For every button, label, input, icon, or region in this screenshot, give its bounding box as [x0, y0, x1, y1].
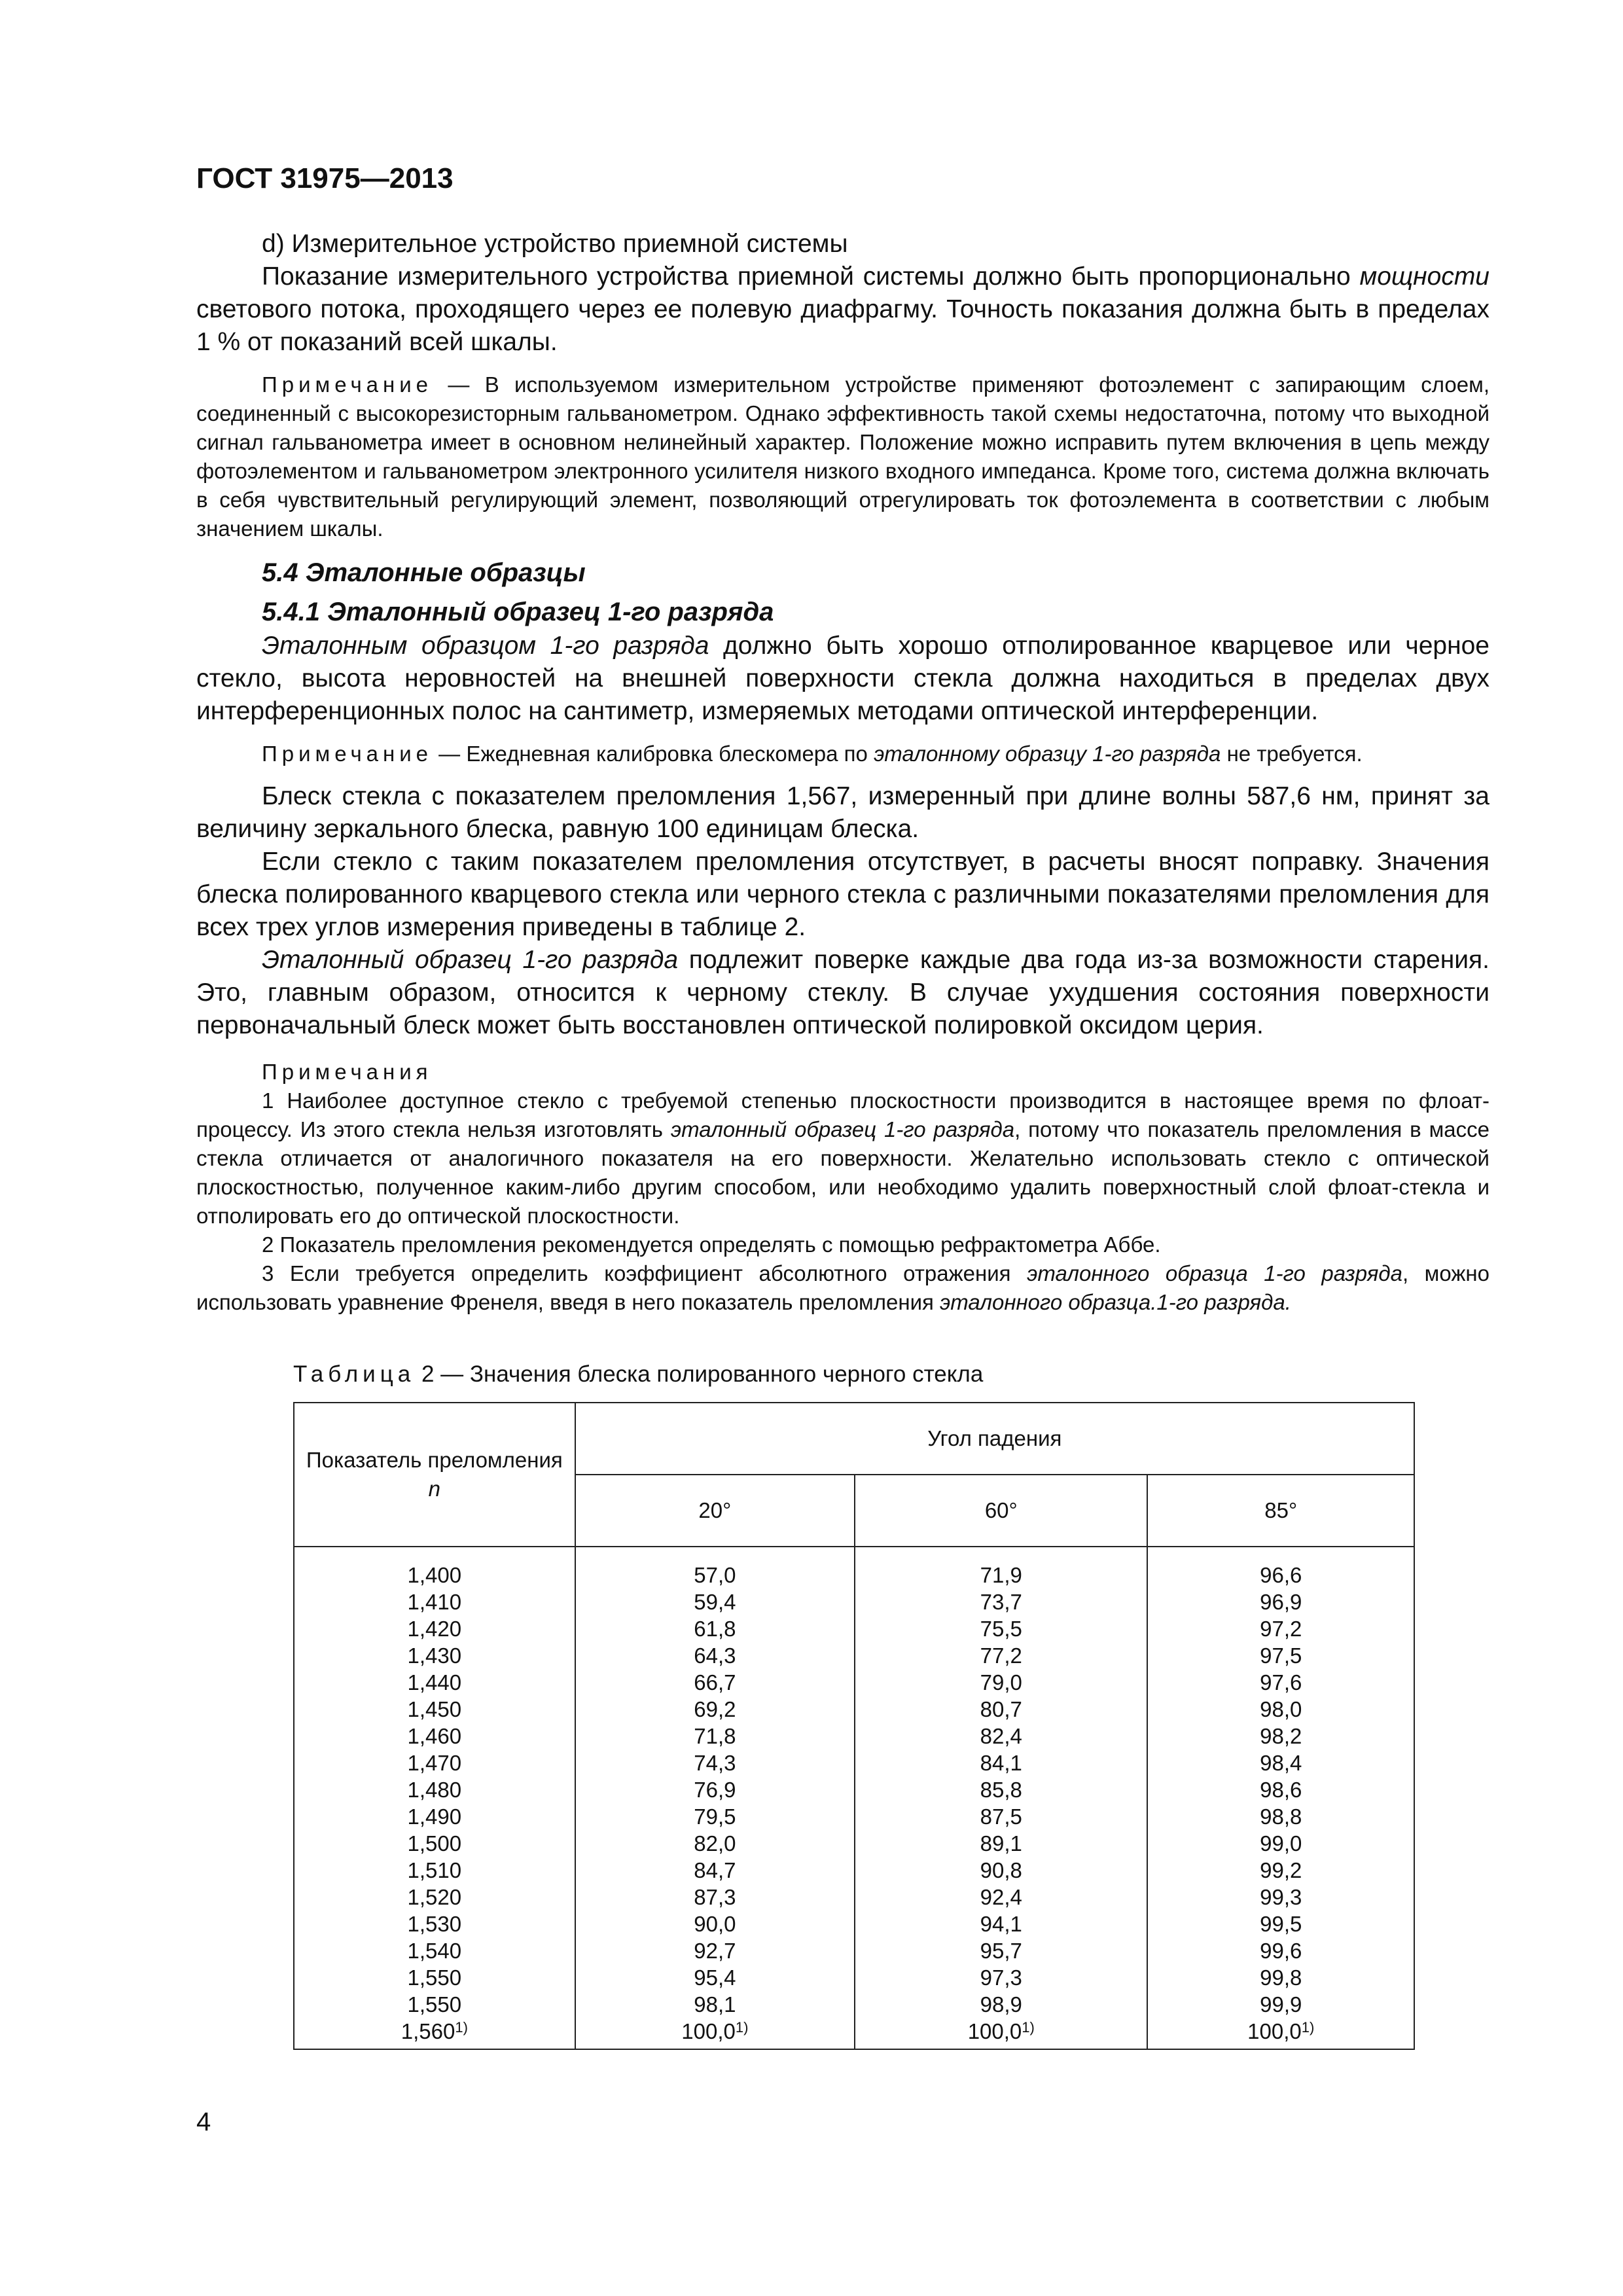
table-cell: 98,2 [1260, 1724, 1302, 1748]
col-header-variable: n [428, 1477, 440, 1501]
note-label: Примечание [262, 372, 433, 397]
table-cell: 80,7 [980, 1697, 1022, 1721]
table-cell: 90,0 [694, 1912, 736, 1936]
table-cell: 1,520 [407, 1885, 462, 1909]
table-cell: 71,8 [694, 1724, 736, 1748]
table-cell: 1,530 [407, 1912, 462, 1936]
footnote-mark: 1) [1022, 2019, 1035, 2036]
col-header-text: Показатель преломления [306, 1448, 563, 1472]
table-caption-label: Таблица [293, 1361, 416, 1387]
emphasis-text: эталонного образца.1-го разряда. [940, 1290, 1291, 1314]
table-cell: 71,9 [980, 1563, 1022, 1587]
text-run: не требуется. [1221, 742, 1363, 766]
paragraph-2: Блеск стекла с показателем преломления 1,567, измеренный при длине волны 587,6 нм, принят за величину зеркального блеска, равную 100 единицам блеска. [196, 782, 1489, 843]
section-title: 5.4 Эталонные образцы [262, 558, 586, 587]
table-col-85 [1147, 1547, 1414, 2049]
table-cell-last [1154, 2018, 1407, 2045]
table-cell-value: 100,0 [681, 2019, 736, 2043]
table-col-20 [575, 1547, 855, 2049]
table-cell: 1,450 [407, 1697, 462, 1721]
table-cell: 76,9 [694, 1778, 736, 1802]
table-cell: 97,6 [1260, 1670, 1302, 1695]
note-label: Примечание [262, 742, 433, 766]
emphasis-text: эталонный образец 1-го разряда [670, 1117, 1015, 1141]
emphasis-text: Эталонным образцом 1-го разряда [262, 632, 709, 660]
table-col-index [294, 1547, 575, 2049]
table-cell: 1,420 [407, 1617, 462, 1641]
table-cell: 87,5 [980, 1804, 1022, 1829]
col-header-angle: Угол падения [575, 1403, 1414, 1475]
table-cell: 98,4 [1260, 1751, 1302, 1775]
section-5-4 [196, 555, 1489, 1042]
emphasis-text: Эталонный образец 1-го разряда [262, 946, 679, 974]
table-col-60 [855, 1547, 1147, 2049]
note-3 [196, 1259, 1489, 1317]
table-cell: 98,1 [694, 1992, 736, 2017]
table-cell-last [582, 2018, 847, 2045]
table-cell: 82,0 [694, 1831, 736, 1856]
table-cell: 84,1 [980, 1751, 1022, 1775]
emphasis-text: мощности [1359, 262, 1489, 291]
table-cell: 75,5 [980, 1617, 1022, 1641]
subsection-title: 5.4.1 Эталонный образец 1-го разряда [262, 598, 774, 626]
table-cell: 90,8 [980, 1858, 1022, 1882]
emphasis-text: эталонному образцу 1-го разряда [874, 742, 1221, 766]
table-cell: 99,3 [1260, 1885, 1302, 1909]
table-cell: 59,4 [694, 1590, 736, 1614]
table-cell: 99,2 [1260, 1858, 1302, 1882]
table-cell: 95,4 [694, 1965, 736, 1990]
table-cell: 73,7 [980, 1590, 1022, 1614]
table-cell: 1,470 [407, 1751, 462, 1775]
table-cell: 98,9 [980, 1992, 1022, 2017]
table-cell: 85,8 [980, 1778, 1022, 1802]
note-2: 2 Показатель преломления рекомендуется определять с помощью рефрактометра Аббе. [262, 1232, 1161, 1257]
table-cell: 69,2 [694, 1697, 736, 1721]
table-cell: 77,2 [980, 1643, 1022, 1668]
table-cell: 79,5 [694, 1804, 736, 1829]
table-cell: 99,0 [1260, 1831, 1302, 1856]
table-cell: 1,550 [407, 1992, 462, 2017]
note-paragraph [196, 740, 1489, 768]
table-cell: 1,510 [407, 1858, 462, 1882]
emphasis-text: эталонного образца 1-го разряда [1027, 1261, 1402, 1285]
col-header-angle-20: 20° [575, 1475, 855, 1547]
table-cell: 1,460 [407, 1724, 462, 1748]
table-cell: 1,430 [407, 1643, 462, 1668]
table-cell: 97,3 [980, 1965, 1022, 1990]
gloss-values-table [293, 1402, 1415, 2050]
table-cell-value: 100,0 [1247, 2019, 1302, 2043]
text-run: , можно использовать уравнение Френеля, введя в него показатель преломления [196, 1261, 1489, 1314]
table-cell: 98,6 [1260, 1778, 1302, 1802]
note-text: — В используемом измерительном устройстве применяют фотоэлемент с запирающим слоем, соединенный с высокорезисторным гальванометром. Однако эффективность такой схемы недостаточна, потому что выходной сигнал гальванометра имеет в основном нелинейный характер. Положение можно исправить путем включения в цепь между фотоэлементом и гальванометром электронного усилителя низкого входного импеданса. Кроме того, система должна включать в себя чувствительный регулирующий элемент, позволяющий отрегулировать ток фотоэлемента в соответствии с любым значением шкалы. [196, 372, 1489, 541]
table-cell: 79,0 [980, 1670, 1022, 1695]
table-cell-value: 100,0 [967, 2019, 1022, 2043]
footnote-mark: 1) [735, 2019, 749, 2036]
table-caption-text: 2 — Значения блеска полированного черного стекла [415, 1361, 984, 1387]
table-cell: 97,5 [1260, 1643, 1302, 1668]
paragraph-1 [196, 630, 1489, 728]
text-run: , потому что показатель преломления в массе стекла отличается от аналогичного показателя на его поверхности. Желательно использовать стекло с оптической плоскостностью, полученное каким-либо другим способом, или необходимо удалить поверхностный слой флоат-стекла и отполировать его до оптической плоскостности. [196, 1117, 1490, 1228]
section-d-paragraph [196, 260, 1489, 359]
table-cell: 99,5 [1260, 1912, 1302, 1936]
paragraph-4 [196, 944, 1489, 1042]
footnote-mark: 1) [1301, 2019, 1315, 2036]
notes-label: Примечания [262, 1060, 433, 1084]
col-header-angle-60: 60° [855, 1475, 1147, 1547]
text-run: Показание измерительного устройства приемной системы должно быть пропорционально [262, 262, 1360, 291]
table-cell-last [862, 2018, 1140, 2045]
section-d [196, 228, 1489, 359]
table-cell: 1,500 [407, 1831, 462, 1856]
section-d-note [196, 370, 1489, 543]
table-cell: 89,1 [980, 1831, 1022, 1856]
table-cell: 98,8 [1260, 1804, 1302, 1829]
col-header-angle-85: 85° [1147, 1475, 1414, 1547]
text-run: 3 Если требуется определить коэффициент абсолютного отражения [262, 1261, 1027, 1285]
table-cell: 94,1 [980, 1912, 1022, 1936]
text-run: светового потока, проходящего через ее полевую диафрагму. Точность показания должна быть в пределах 1 % от показаний всей шкалы. [196, 295, 1489, 356]
table-cell: 1,550 [407, 1965, 462, 1990]
notes-block [196, 1058, 1489, 1317]
footnote-mark: 1) [455, 2019, 468, 2036]
paragraph-3: Если стекло с таким показателем преломления отсутствует, в расчеты вносят поправку. Значения блеска полированного кварцевого стекла или черного стекла с различными показателями преломления для всех трех углов измерения приведены в таблице 2. [196, 848, 1489, 941]
table-cell: 96,6 [1260, 1563, 1302, 1587]
table-cell: 1,440 [407, 1670, 462, 1695]
table-cell: 1,490 [407, 1804, 462, 1829]
text-run: 1 Наиболее доступное стекло с требуемой степенью плоскостности производится в настоящее время по флоат-процессу. Из этого стекла нельзя изготовлять [196, 1088, 1489, 1141]
text-run: должно быть хорошо отполированное кварцевое или черное стекло, высота неровностей на внешней поверхности стекла должна находиться в пределах двух интерференционных полос на сантиметр, измеряемых методами оптической интерференции. [196, 632, 1489, 725]
text-run: — Ежедневная калибровка блескомера по [433, 742, 874, 766]
table-cell: 99,8 [1260, 1965, 1302, 1990]
table-cell: 1,400 [407, 1563, 462, 1587]
table-cell: 96,9 [1260, 1590, 1302, 1614]
table-cell: 1,480 [407, 1778, 462, 1802]
table-cell: 66,7 [694, 1670, 736, 1695]
col-header-refractive-index [294, 1403, 575, 1547]
table-caption [293, 1361, 983, 1388]
table-cell-last [301, 2018, 568, 2045]
table-cell: 74,3 [694, 1751, 736, 1775]
note-1 [196, 1086, 1489, 1230]
table-cell: 97,2 [1260, 1617, 1302, 1641]
table-cell: 92,7 [694, 1939, 736, 1963]
note-paragraph [196, 370, 1489, 543]
page-number: 4 [196, 2108, 211, 2136]
table-cell: 99,9 [1260, 1992, 1302, 2017]
table-cell: 1,540 [407, 1939, 462, 1963]
table-cell: 84,7 [694, 1858, 736, 1882]
table-cell: 95,7 [980, 1939, 1022, 1963]
table-cell: 92,4 [980, 1885, 1022, 1909]
table-cell: 98,0 [1260, 1697, 1302, 1721]
text-run: подлежит поверке каждые два года из-за возможности старения. Это, главным образом, относится к черному стеклу. В случае ухудшения состояния поверхности первоначальный блеск может быть восстановлен оптической полировкой оксидом церия. [196, 946, 1489, 1039]
table-cell: 57,0 [694, 1563, 736, 1587]
document-header: ГОСТ 31975—2013 [196, 162, 454, 194]
table-cell-value: 1,560 [401, 2019, 455, 2043]
section-d-title: d) Измерительное устройство приемной системы [262, 230, 848, 258]
table-cell: 61,8 [694, 1617, 736, 1641]
table-cell: 87,3 [694, 1885, 736, 1909]
table-cell: 82,4 [980, 1724, 1022, 1748]
table-cell: 1,410 [407, 1590, 462, 1614]
table-cell: 64,3 [694, 1643, 736, 1668]
table-cell: 99,6 [1260, 1939, 1302, 1963]
